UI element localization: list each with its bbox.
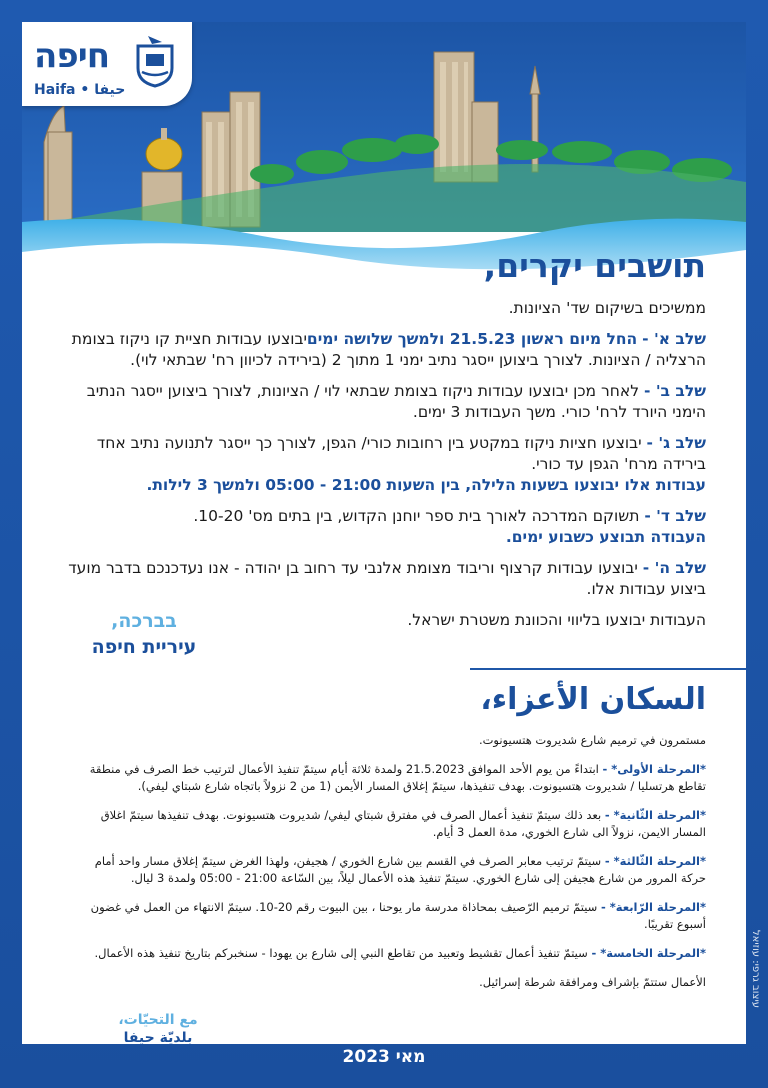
stage-label: *المرحلة الثّالثة* -: [604, 854, 706, 868]
arabic-stage-3: [66, 853, 706, 887]
hebrew-intro: ממשיכים בשיקום שד' הציונות.: [508, 299, 706, 317]
stage-label: שלב א' -: [642, 330, 706, 348]
arabic-closing: الأعمال ستتمّ بإشراف ومرافقة شرطة إسرائيل.: [479, 975, 706, 989]
arabic-intro: مستمرون في ترميم شارع شديروت هتسيونوت.: [478, 733, 706, 747]
stage-text: سيتمّ تنفيذ أعمال تقشيط وتعبيد من تقاطع النبي إلى شارع بن يهودا - سنخبركم بتاريخ تنفيذ هذه الأعمال.: [94, 946, 588, 960]
flyer-sheet: [22, 22, 746, 1044]
stage-text: תשוקם המדרכה לאורך בית ספר יוחנן הקדוש, בין בתים מס' 10-20.: [193, 507, 640, 525]
stage-label: שלב ב' -: [643, 382, 706, 400]
stage-label: שלב ד' -: [644, 507, 706, 525]
stage-text: יבוצעו עבודות חציית קו ניקוז בצומת הרצליה / הציונות. לצורך ביצוען ייסגר נתיב ימני 1 מתוך 2 (בירידה לכיוון רח' שבתאי לוי).: [71, 330, 706, 369]
hebrew-stage-3: [66, 433, 706, 496]
stage-text: ابتداءً من يوم الأحد الموافق 21.5.2023 ولمدة ثلاثة أيام سيتمّ تنفيذ الأعمال لترتيب خط الصرف في منطقة تقاطع هرتسليا / شديروت هتسيونوت. بهدف تنفيذها، سيتمّ إغلاق المسار الأيمن (1 من 2 نزولاً باتجاه شارع شبتاي ليفي).: [89, 762, 706, 793]
stage-text: יבוצעו חציות ניקוז במקטע בין רחובות כורי/ הגפן, לצורך כך ייסגר לתנועה נתיב אחד בירידה מרח' הגפן עד כורי.: [96, 434, 706, 473]
arabic-stage-2: [66, 807, 706, 841]
city-emblem-icon: [134, 32, 176, 88]
stage-label: שלב ג' -: [646, 434, 706, 452]
section-divider: [470, 668, 746, 670]
design-credit: עיצוב גרפי: עוזיאל: [750, 930, 761, 1008]
stage-text: سيتمّ ترميم الرّصيف بمحاذاة مدرسة مار يوحنا ، بين البيوت رقم 20-10. سيتمّ الانتهاء من العمل في غضون أسبوع تقريبًا.: [90, 900, 706, 931]
footer-date: מאי 2023: [342, 1047, 426, 1067]
stage-label: שלב ה' -: [642, 559, 706, 577]
arabic-stage-4: [66, 899, 706, 933]
logo-subtitle: Haifa • حيفا: [34, 82, 126, 98]
stage-text: بعد ذلك سيتمّ تنفيذ أعمال الصرف في مفترق شبتاي ليفي/ شديروت هتسيونوت. بهدف تنفيذها سيتمّ اغلاق المسار الايمن، نزولاً الى شارع الخوري، مدة العمل 3 أيام.: [100, 808, 706, 839]
stage-label: *المرحلة الخامسة* -: [591, 946, 706, 960]
stage-label: *المرحلة الثّانية* -: [604, 808, 706, 822]
hebrew-stage-4: [66, 506, 706, 548]
arabic-signature: [108, 1012, 208, 1044]
stage-text: سيتمّ ترتيب معابر الصرف في القسم بين شارع الخوري / هجيفن، ولهذا الغرض سيتمّ إغلاق مسار واحد أمام حركة المرور من شارع هجيفن إلى شارع الخوري. سيتمّ تنفيذ هذه الأعمال ليلاً، بين السّاعة 21:00 - 05:00 ولمدة 3 ليال.: [94, 854, 706, 885]
hebrew-stage-5: [66, 558, 706, 600]
stage-label: *المرحلة الرّابعة* -: [600, 900, 706, 914]
stage-text: לאחר מכן יבוצעו עבודות ניקוז בצומת שבתאי לוי / הציונות, לצורך ביצוען ייסגר הנתיב הימני היורד לרח' כורי. משך העבודות 3 ימים.: [86, 382, 706, 421]
stage-note: העבודה תבוצע כשבוע ימים.: [505, 528, 706, 546]
stage-label: *المرحلة الأولى* -: [602, 762, 706, 776]
logo-name: חיפה: [34, 36, 110, 76]
stage-highlight: החל מיום ראשון 21.5.23 ולמשך שלושה ימים: [306, 330, 638, 348]
hebrew-stage-2: [66, 381, 706, 423]
arabic-sign-greeting: مع التحيّات،: [118, 1012, 198, 1028]
stage-text: יבוצעו עבודות קרצוף וריבוד מצומת אלנבי עד רחוב בן יהודה - אנו נעדכנכם בדבר מועד ביצוע עבודות אלו.: [68, 559, 706, 598]
arabic-sign-city: بلديّة حيفا: [123, 1030, 193, 1044]
arabic-stage-5: [66, 945, 706, 962]
hebrew-stage-1: [66, 329, 706, 371]
arabic-body: [66, 732, 706, 1003]
arabic-title: السكان الأعزاء،: [480, 682, 706, 717]
arabic-stage-1: [66, 761, 706, 795]
hebrew-sign-greeting: בברכה,: [111, 610, 177, 632]
hebrew-sign-city: עיריית חיפה: [91, 636, 197, 658]
hebrew-title: תושבים יקרים,: [483, 246, 706, 285]
haifa-logo: [22, 22, 192, 106]
hebrew-body: [66, 298, 706, 641]
stage-note: עבודות אלו יבוצעו בשעות הלילה, בין השעות 21:00 - 05:00 ולמשך 3 לילות.: [146, 476, 706, 494]
hebrew-signature: [64, 610, 224, 658]
hebrew-closing: העבודות יבוצעו בליווי והכוונת משטרת ישראל.: [407, 611, 706, 629]
